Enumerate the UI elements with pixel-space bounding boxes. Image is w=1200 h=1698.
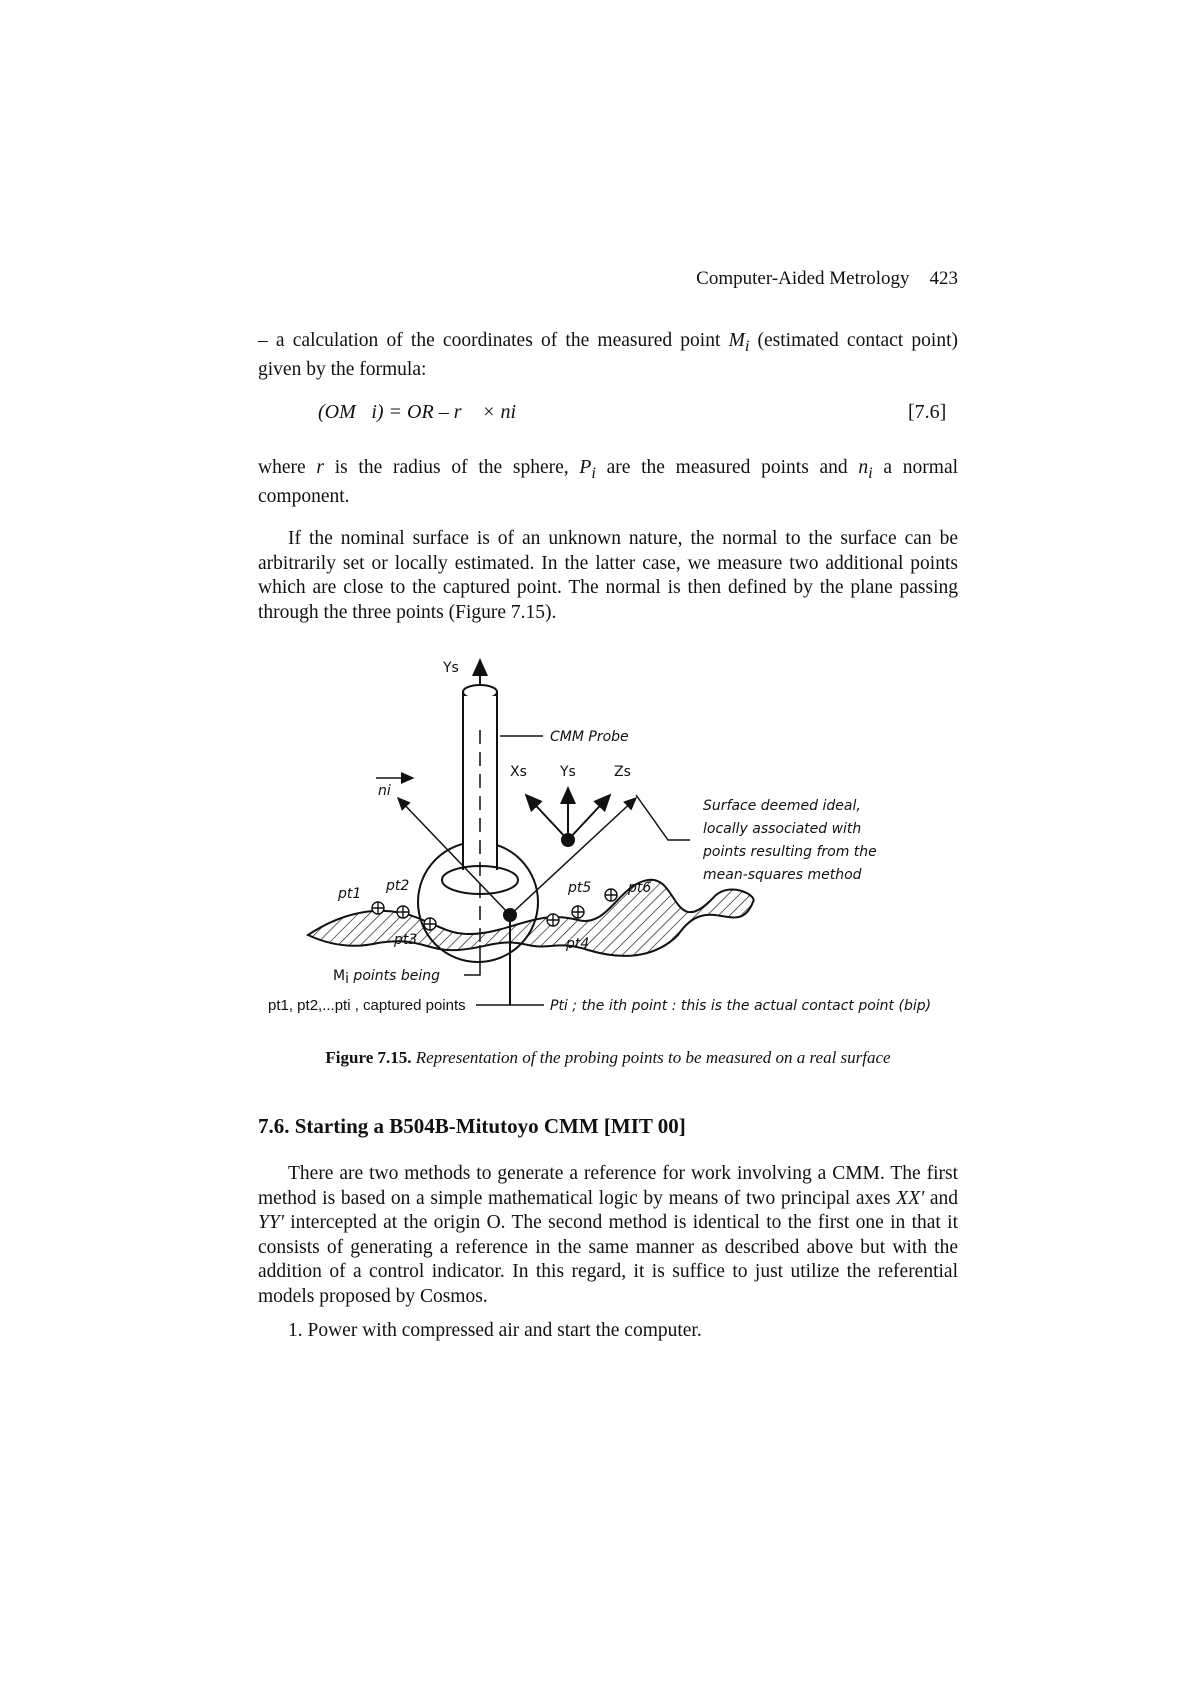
xs-label: Xs — [510, 764, 527, 780]
para2-t4: a normal component. — [258, 457, 959, 508]
caption-text: Representation of the probing points to be measured on a real surface — [411, 1048, 891, 1067]
para2-t3: are the measured points and — [595, 457, 859, 478]
mi-label: Mi points being — [333, 968, 441, 987]
figure-caption — [258, 1048, 958, 1068]
para2-t2: is the radius of the sphere, — [323, 457, 580, 478]
cmm-probe-label: CMM Probe — [550, 729, 629, 745]
ni-label: ni — [378, 783, 391, 799]
para2-t1: where — [258, 457, 317, 478]
section-heading: 7.6. Starting a B504B-Mitutoyo CMM [MIT 00] — [258, 1114, 686, 1138]
zs-axis-arrow — [568, 795, 610, 840]
surface-note-leader — [636, 795, 690, 840]
formula: (OM⃗i) = OR – r⃗ × ni — [318, 401, 517, 423]
step-1: 1. Power with compressed air and start the computer. — [288, 1320, 702, 1341]
surface-note-line2: locally associated with — [703, 821, 862, 837]
zs-label: Zs — [614, 764, 631, 780]
para4-t3: intercepted at the origin O. The second method is identical to the first one in that it consists of generating a reference in the same manner as described above but with the addition of a control indicator. In this regard, it is suffice to just utilize the referential models proposed by Cosmos. — [258, 1212, 958, 1307]
var-n: n — [858, 457, 869, 478]
surface-note-line3: points resulting from the — [703, 844, 877, 860]
para1-text-b: (estimated contact point) given by the formula: — [258, 330, 958, 381]
paragraph-where — [258, 456, 958, 510]
running-title: Computer-Aided Metrology — [696, 268, 910, 289]
paragraph-reference-methods — [258, 1162, 958, 1309]
surface-note-line1: Surface deemed ideal, — [703, 798, 861, 814]
paragraph-unknown-surface: If the nominal surface is of an unknown nature, the normal to the surface can be arbitrarily set or locally estimated. In the latter case, we measure two additional points which are close to the captured point. The normal is then defined by the plane passing through the three points (Figure 7.15). — [258, 528, 958, 623]
para4-t2: and — [924, 1187, 958, 1209]
xs-axis-arrow — [526, 795, 568, 840]
var-r: r — [316, 457, 324, 478]
running-header — [258, 268, 958, 290]
var-p: P — [579, 457, 592, 478]
var-p-sub: i — [591, 463, 596, 482]
equation-number: [7.6] — [908, 401, 947, 423]
probe-diagram — [258, 640, 958, 1035]
caption-label: Figure 7.15. — [325, 1048, 412, 1067]
surface-note-line4: mean-squares method — [703, 867, 862, 883]
ys-top-label: Ys — [443, 660, 459, 676]
pt6-label: pt6 — [628, 880, 652, 896]
pt3-label: pt3 — [394, 932, 418, 948]
pt2-label: pt2 — [386, 878, 410, 894]
figure-probing-points — [258, 640, 958, 1035]
var-m-sub: i — [744, 336, 750, 355]
pt5-label: pt5 — [568, 880, 592, 896]
para1-text-a: – a calculation of the coordinates of the measured point — [258, 330, 729, 351]
contact-point-label: Pti ; the ith point : this is the actual contact point (bip) — [550, 998, 932, 1014]
var-m: M — [728, 330, 745, 351]
cmm-probe — [418, 685, 538, 962]
axis-yy: YY' — [258, 1212, 284, 1233]
pt4-label: pt4 — [566, 936, 590, 952]
var-n-sub: i — [868, 463, 873, 482]
para4-t1: There are two methods to generate a reference for work involving a CMM. The first method is based on a simple mathematical logic by means of two principal axes — [258, 1163, 958, 1209]
pt1-label: pt1 — [338, 886, 362, 902]
paragraph-measured-point — [258, 329, 958, 383]
ys-label: Ys — [560, 764, 576, 780]
axis-xx: XX' — [896, 1187, 925, 1209]
captured-points-label: pt1, pt2,...pti , captured points — [268, 997, 466, 1014]
page-number: 423 — [929, 268, 958, 289]
